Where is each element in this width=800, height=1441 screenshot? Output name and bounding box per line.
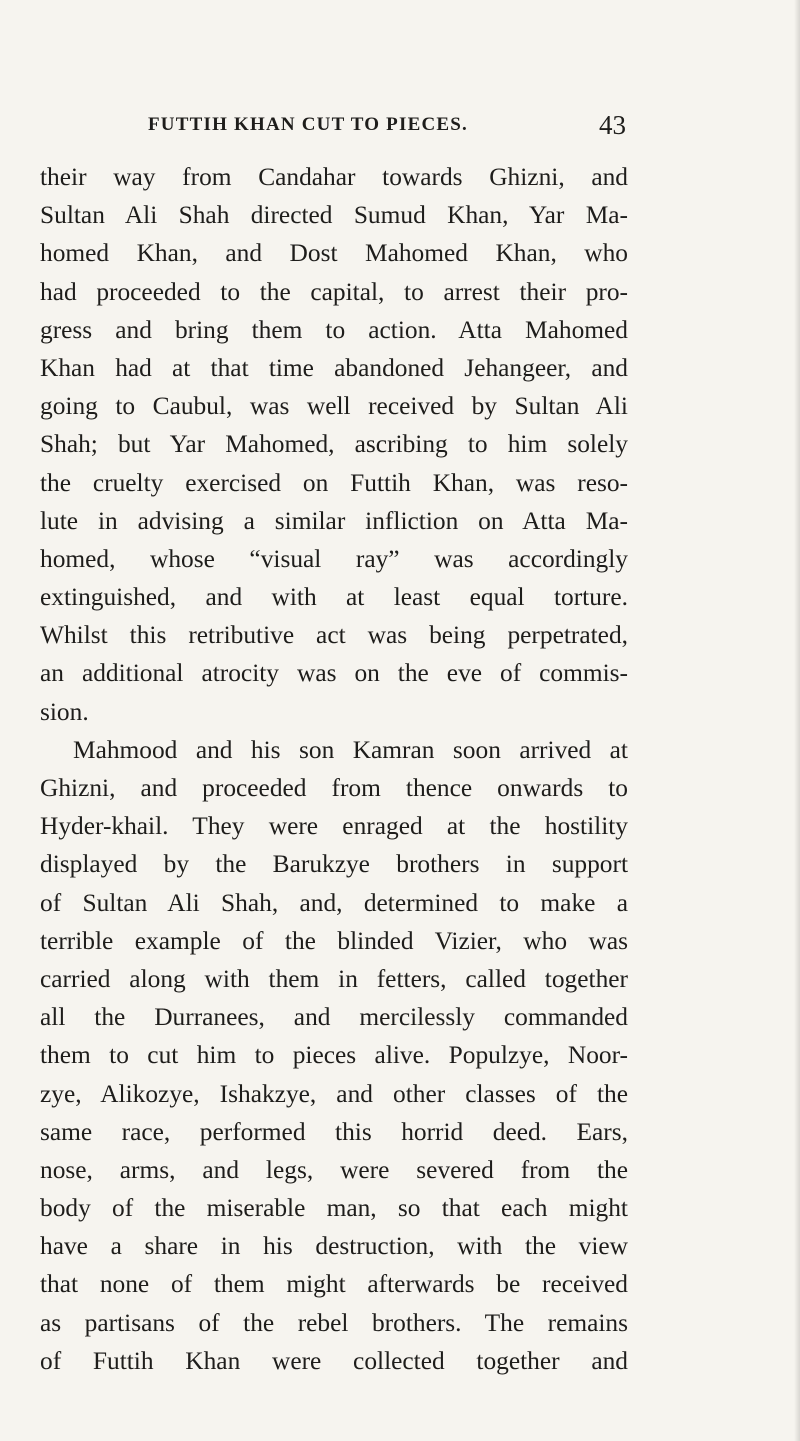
text-line: an additional atrocity was on the eve of commis- bbox=[40, 659, 628, 688]
text-line: carried along with them in fetters, called together bbox=[40, 964, 628, 993]
text-line: gress and bring them to action. Atta Mahomed bbox=[40, 315, 628, 344]
text-line: homed, whose “visual ray” was accordingly bbox=[40, 544, 628, 573]
running-header bbox=[148, 112, 626, 144]
text-line: body of the miserable man, so that each might bbox=[40, 1194, 628, 1223]
text-line: had proceeded to the capital, to arrest their pro- bbox=[40, 277, 628, 306]
text-line: as partisans of the rebel brothers. The remains bbox=[40, 1308, 628, 1337]
body-text bbox=[40, 158, 628, 1380]
text-line: Ghizni, and proceeded from thence onwards to bbox=[40, 774, 628, 802]
text-line: extinguished, and with at least equal torture. bbox=[40, 583, 628, 612]
text-line: same race, performed this horrid deed. Ears, bbox=[40, 1117, 628, 1146]
text-line: them to cut him to pieces alive. Populzye, Noor- bbox=[40, 1041, 628, 1070]
text-line: going to Caubul, was well received by Sultan Ali bbox=[40, 392, 628, 421]
text-line: Khan had at that time abandoned Jehangeer, and bbox=[40, 353, 628, 382]
text-line: their way from Candahar towards Ghizni, and bbox=[40, 163, 628, 191]
text-line: the cruelty exercised on Futtih Khan, was reso- bbox=[40, 468, 628, 497]
text-line: sion. bbox=[40, 697, 89, 726]
text-line: Whilst this retributive act was being perpetrated, bbox=[40, 621, 628, 650]
text-line: of Futtih Khan were collected together and bbox=[40, 1346, 628, 1375]
text-line: lute in advising a similar infliction on Atta Ma- bbox=[40, 506, 628, 535]
text-line: nose, arms, and legs, were severed from the bbox=[40, 1155, 628, 1184]
page-number: 43 bbox=[599, 110, 626, 140]
running-title: FUTTIH KHAN CUT TO PIECES. bbox=[148, 114, 468, 135]
text-line: Hyder-khail. They were enraged at the hostility bbox=[40, 812, 628, 841]
text-line: Sultan Ali Shah directed Sumud Khan, Yar Ma- bbox=[40, 201, 628, 230]
text-line: displayed by the Barukzye brothers in support bbox=[40, 850, 628, 879]
text-line: have a share in his destruction, with the view bbox=[40, 1232, 628, 1261]
text-line: zye, Alikozye, Ishakzye, and other classes of the bbox=[40, 1079, 628, 1108]
text-line: homed Khan, and Dost Mahomed Khan, who bbox=[40, 239, 628, 268]
text-line: Shah; but Yar Mahomed, ascribing to him solely bbox=[40, 430, 628, 459]
text-line: terrible example of the blinded Vizier, who was bbox=[40, 926, 628, 955]
text-line: all the Durranees, and mercilessly commanded bbox=[40, 1003, 628, 1032]
text-line: of Sultan Ali Shah, and, determined to make a bbox=[40, 888, 628, 917]
text-line: Mahmood and his son Kamran soon arrived at bbox=[73, 735, 628, 764]
page-edge-shadow bbox=[794, 0, 800, 1441]
text-line: that none of them might afterwards be received bbox=[40, 1270, 628, 1299]
